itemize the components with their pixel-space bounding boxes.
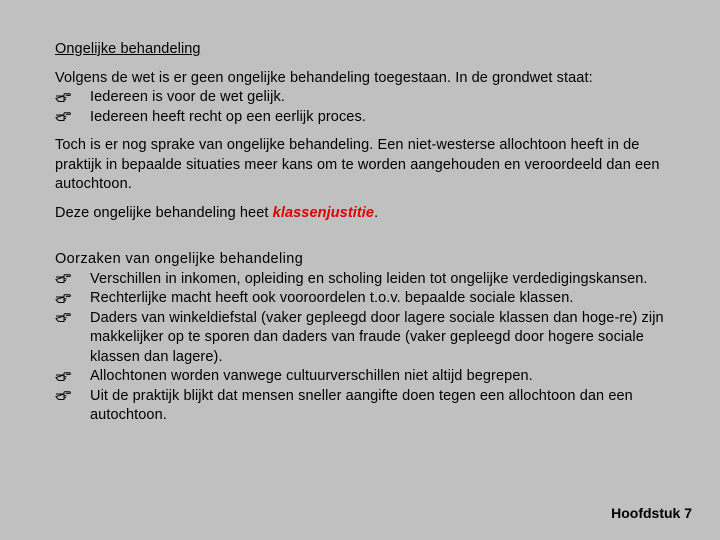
list-item-text: Allochtonen worden vanwege cultuurverschillen niet altijd begrepen. (90, 368, 533, 384)
intro-paragraph: Volgens de wet is er geen ongelijke behandeling toegestaan. In de grondwet staat: (55, 69, 593, 86)
list-item-text: Verschillen in inkomen, opleiding en scholing leiden tot ongelijke verdedigingskansen. (90, 270, 648, 287)
pointing-hand-icon (55, 88, 90, 108)
list-item (55, 88, 680, 108)
list-item-text: Uit de praktijk blijkt dat mensen sneller aangifte doen tegen een allochtoon dan een autochtoon. (90, 387, 633, 423)
pointing-hand-icon (55, 270, 90, 290)
pointing-hand-icon (55, 367, 90, 387)
list-item (55, 387, 680, 426)
definition-paragraph (55, 204, 680, 224)
chapter-label: Hoofdstuk 7 (611, 505, 692, 521)
definition-prefix: Deze ongelijke behandeling heet (55, 204, 273, 221)
list-item (55, 309, 680, 368)
list-item (55, 289, 680, 309)
list-item (55, 270, 680, 290)
highlighted-term: klassenjustitie (272, 204, 375, 221)
list-item (55, 108, 680, 128)
section-heading: Oorzaken van ongelijke behandeling (55, 251, 304, 267)
pointing-hand-icon (55, 309, 90, 329)
list-item-text: Daders van winkeldiefstal (vaker gepleegd door lagere sociale klassen dan hoge-re) zijn makkelijker op te sporen dan daders van fraude (vaker gepleegd door hogere sociale klassen dan lagere). (90, 309, 664, 365)
list-item (55, 367, 680, 387)
body-paragraph: Toch is er nog sprake van ongelijke behandeling. Een niet-westerse allochtoon heeft in de praktijk in bepaalde situaties meer kans om te worden aangehouden en veroordeeld dan een autochtoon. (55, 137, 660, 192)
pointing-hand-icon (55, 289, 90, 309)
pointing-hand-icon (55, 387, 90, 407)
slide-content (55, 40, 680, 426)
list-item-text: Iedereen is voor de wet gelijk. (90, 89, 285, 105)
section-heading: Ongelijke behandeling (55, 41, 201, 57)
definition-suffix: . (374, 204, 379, 221)
list-item-text: Iedereen heeft recht op een eerlijk proces. (90, 108, 366, 125)
pointing-hand-icon (55, 108, 90, 128)
list-item-text: Rechterlijke macht heeft ook vooroordelen t.o.v. bepaalde sociale klassen. (90, 290, 574, 306)
